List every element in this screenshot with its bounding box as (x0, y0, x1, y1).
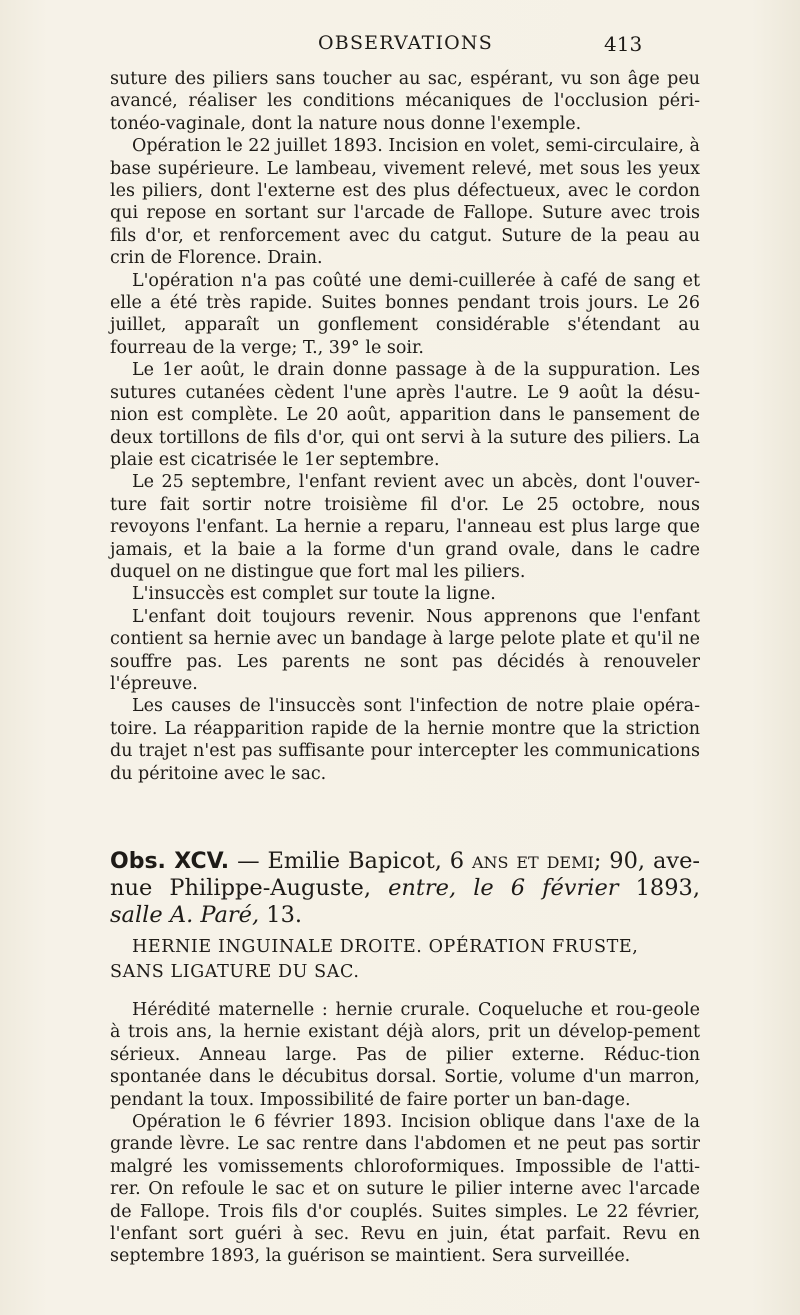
body-text (110, 68, 700, 785)
paragraph: Opération le 22 juillet 1893. Incision en volet, semi-circulaire, à base supérieure. Le lambeau, vivement relevé, met sous les yeux les piliers, dont l'externe est des plus défectueux, avec le cordon qui repose en sortant sur l'arcade de Fallope. Suture avec trois fils d'or, et renforcement avec du catgut. Suture de la peau au crin de Florence. Drain. (110, 136, 700, 269)
paragraph: Le 25 septembre, l'enfant revient avec un abcès, dont l'ouver-ture fait sortir notre troisième fil d'or. Le 25 octobre, nous revoyons l'enfant. La hernie a reparu, l'anneau est plus large que jamais, et la baie a la forme d'un grand ovale, dans le cadre duquel on ne distingue que fort mal les piliers. (110, 472, 700, 582)
paragraph: L'opération n'a pas coûté une demi-cuillerée à café de sang et elle a été très rapide. Suites bonnes pendant trois jours. Le 26 juillet, apparaît un gonflement considérable s'étendant au fourreau de la verge; T., 39° le soir. (110, 270, 700, 358)
paragraph: suture des piliers sans toucher au sac, espérant, vu son âge peu avancé, réaliser les conditions mécaniques de l'occlusion péri-tonéo-vaginale, dont la nature nous donne l'exemple. (110, 69, 700, 134)
observation-dash: — (237, 848, 260, 874)
paragraph: Les causes de l'insuccès sont l'infection de notre plaie opéra-toire. La réapparition rapide de la hernie montre que la striction du trajet n'est pas suffisante pour intercepter les communications du péritoine avec le sac. (110, 696, 700, 784)
patient-name: Emilie Bapicot, (267, 848, 442, 874)
subtitle-line-1: HERNIE INGUINALE DROITE. OPÉRATION FRUSTE, (132, 937, 639, 957)
observation-heading (110, 848, 700, 929)
admission-date: entre, le 6 février (388, 875, 619, 901)
ward-name: salle A. Paré, (110, 902, 260, 928)
paragraph: L'enfant doit toujours revenir. Nous apprenons que l'enfant contient sa hernie avec un bandage à large pelote plate et qu'il ne souffre pas. Les parents ne sont pas décidés à renouveler l'épreuve. (110, 606, 700, 694)
observation-paragraph: Opération le 6 février 1893. Incision oblique dans l'axe de la grande lèvre. Le sac rentre dans l'abdomen et ne peut pas sortir malgré les vomissements chloroformiques. Impossible de l'atti-rer. On refoule le sac et on suture le pilier interne avec l'arcade de Fallope. Trois fils d'or couplés. Suites simples. Le 22 février, l'enfant sort guéri à sec. Revu en juin, état parfait. Revu en septembre 1893, la guérison se maintient. Sera surveillée. (110, 1112, 700, 1267)
page-number: 413 (604, 32, 643, 56)
running-head-title: OBSERVATIONS (318, 32, 493, 54)
patient-age: 6 ans et demi; (449, 848, 602, 874)
paragraph: Le 1er août, le drain donne passage à de la suppuration. Les sutures cutanées cèdent l'une après l'autre. Le 9 août la désu-nion est complète. Le 20 août, apparition dans le pansement de deux tortillons de fils d'or, qui ont servi à la suture des piliers. La plaie est cicatrisée le 1er septembre. (110, 360, 700, 470)
observation-body (110, 999, 700, 1268)
observation-paragraph: Hérédité maternelle : hernie crurale. Coqueluche et rou-geole à trois ans, la hernie existant déjà alors, prit un dévelop-pement sérieux. Anneau large. Pas de pilier externe. Réduc-tion spontanée dans le décubitus dorsal. Sortie, volume d'un marron, pendant la toux. Impossibilité de faire porter un ban-dage. (110, 1000, 700, 1110)
admission-year: 1893, (635, 875, 700, 901)
subtitle-line-2: SANS LIGATURE DU SAC. (110, 962, 360, 982)
bed-number: 13. (266, 902, 303, 928)
patient-address: 90, ave-nue Philippe-Auguste, (110, 848, 701, 901)
paragraph: L'insuccès est complet sur toute la ligne. (132, 584, 496, 605)
observation-label: Obs. XCV. (110, 849, 230, 874)
observation-block (110, 848, 700, 1268)
running-head (0, 32, 800, 62)
observation-subtitle (110, 935, 700, 985)
